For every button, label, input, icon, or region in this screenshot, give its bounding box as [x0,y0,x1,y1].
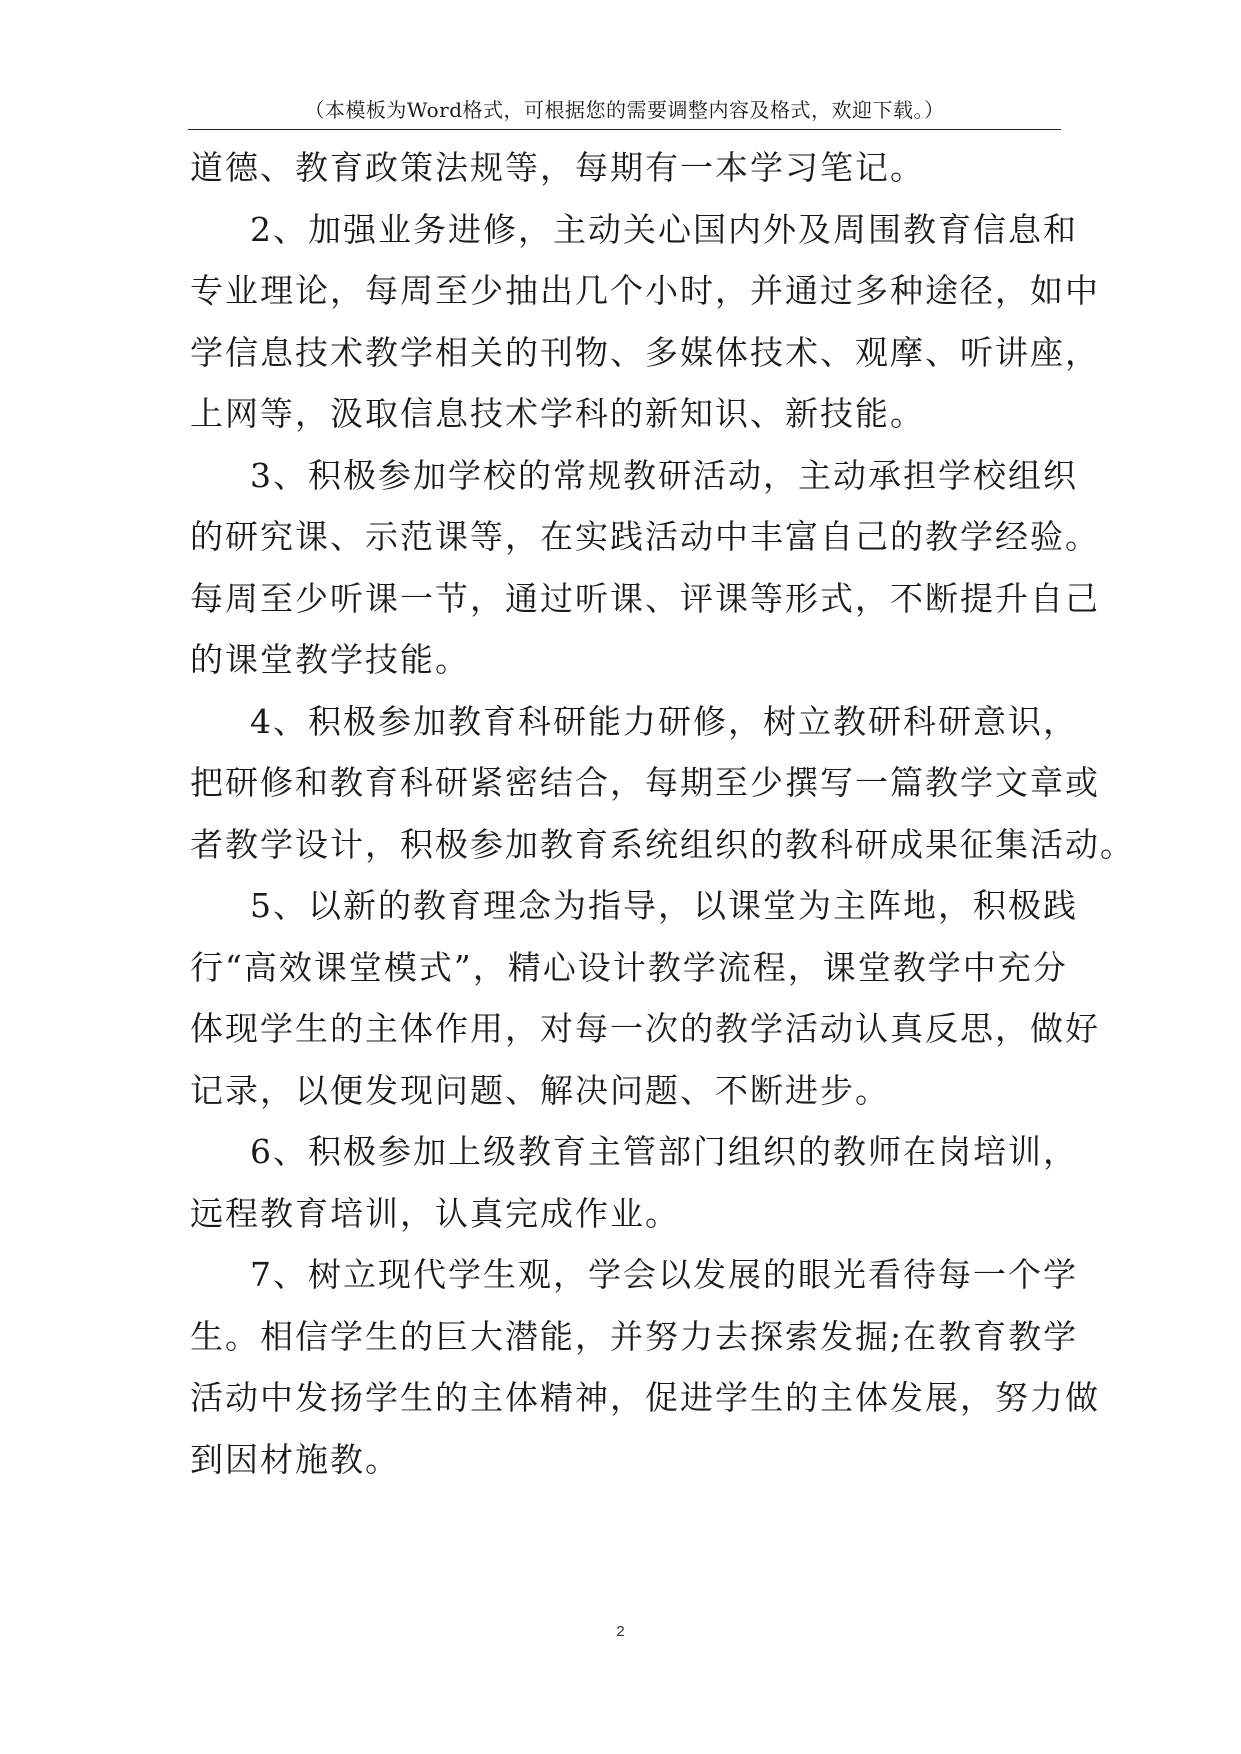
text-line: 把研修和教育科研紧密结合，每期至少撰写一篇教学文章或 [190,763,1100,802]
text-line: 体现学生的主体作用，对每一次的教学活动认真反思，做好 [190,1009,1100,1048]
text-line: 专业理论，每周至少抽出几个小时，并通过多种途径，如中 [190,271,1100,310]
text-line: 行“高效课堂模式”，精心设计教学流程，课堂教学中充分 [190,947,1068,987]
text-line: 每周至少听课一节，通过听课、评课等形式，不断提升自己 [190,578,1100,618]
text-line: 记录，以便发现问题、解决问题、不断进步。 [190,1070,890,1110]
item-2-line: 2、加强业务进修，主动关心国内外及周围教育信息和 [250,209,1078,249]
text-line: 的课堂教学技能。 [190,640,470,679]
header-note: （本模板为Word格式，可根据您的需要调整内容及格式，欢迎下载。） [304,98,945,122]
item-5-line: 5、以新的教育理念为指导，以课堂为主阵地，积极践 [250,886,1078,925]
text-line: 道德、教育政策法规等，每期有一本学习笔记。 [190,148,925,187]
page-header [188,96,1061,130]
text-line: 远程教育培训，认真完成作业。 [190,1193,680,1233]
text-line: 上网等，汲取信息技术学科的新知识、新技能。 [190,394,925,433]
page-number: 2 [616,1623,625,1640]
item-3-line: 3、积极参加学校的常规教研活动，主动承担学校组织 [250,455,1078,495]
item-6-line: 6、积极参加上级教育主管部门组织的教师在岗培训， [250,1132,1078,1171]
text-line: 者教学设计，积极参加教育系统组织的教科研成果征集活动。 [190,824,1135,864]
text-line: 学信息技术教学相关的刊物、多媒体技术、观摩、听讲座， [190,332,1100,372]
document-body [190,148,1135,1501]
text-line: 到因材施教。 [190,1439,400,1479]
text-line: 的研究课、示范课等，在实践活动中丰富自己的教学经验。 [190,517,1100,556]
text-line: 活动中发扬学生的主体精神，促进学生的主体发展，努力做 [190,1378,1100,1417]
text-line: 生。相信学生的巨大潜能，并努力去探索发掘;在教育教学 [190,1316,1079,1356]
item-7-line: 7、树立现代学生观，学会以发展的眼光看待每一个学 [250,1255,1078,1294]
item-4-line: 4、积极参加教育科研能力研修，树立教研科研意识， [250,701,1078,741]
